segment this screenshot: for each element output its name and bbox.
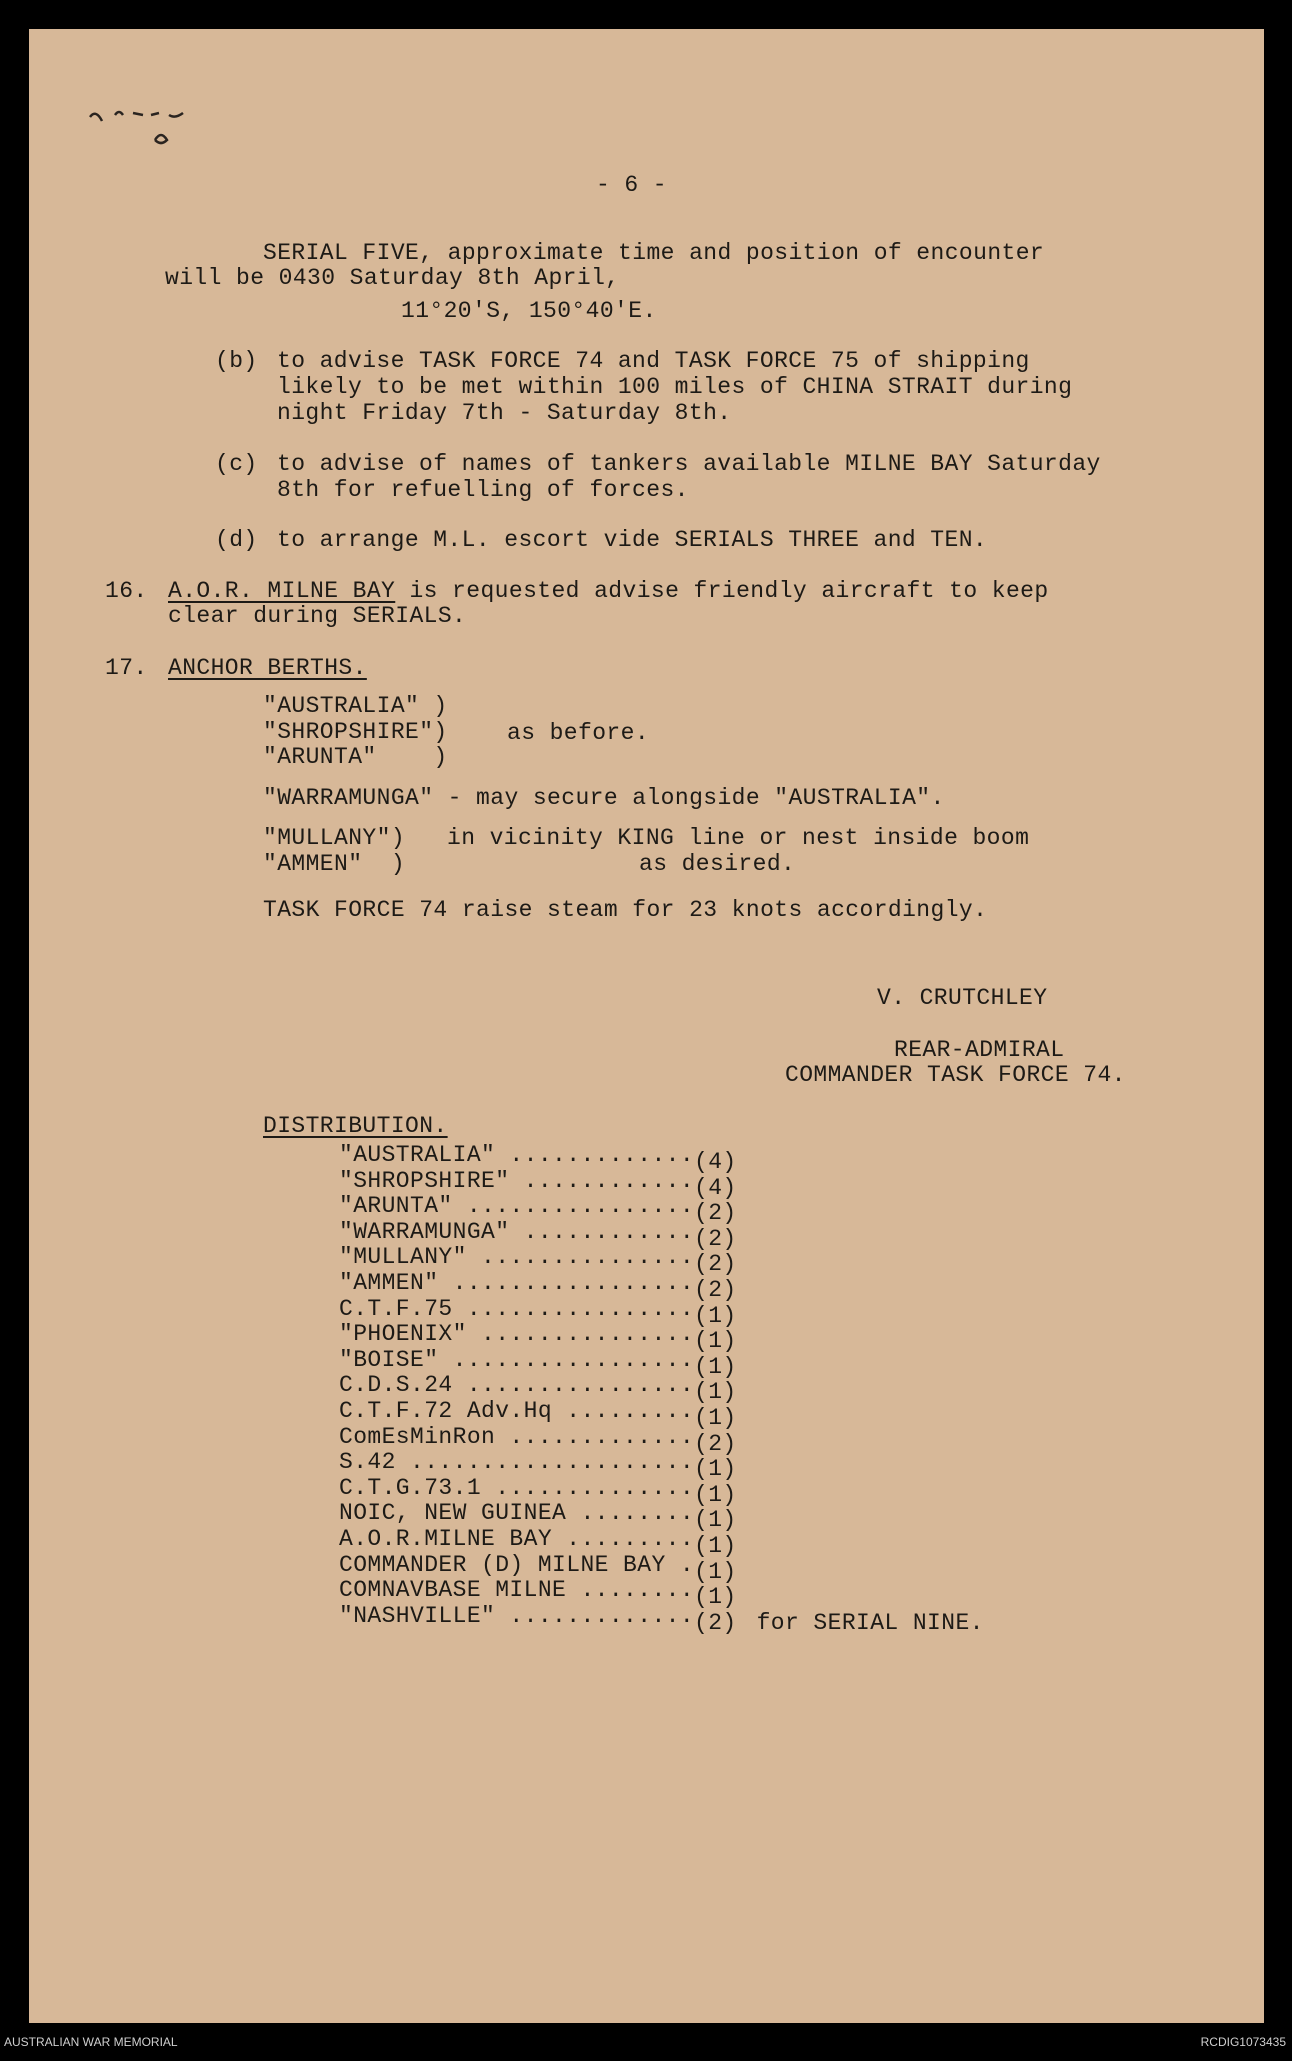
ship-ammen: "AMMEN" )	[263, 851, 406, 877]
item-d-label: (d)	[215, 527, 258, 553]
distribution-note: for SERIAL NINE.	[756, 1610, 984, 1636]
item-c-line1: to advise of names of tankers available MILNE BAY Saturday	[277, 451, 1101, 477]
warramunga-line: "WARRAMUNGA" - may secure alongside "AUSTRALIA".	[263, 785, 945, 811]
signature-title: COMMANDER TASK FORCE 74.	[785, 1062, 1126, 1088]
distribution-recipient: "AUSTRALIA" .....	[339, 1142, 694, 1168]
para16-line2: clear during SERIALS.	[168, 603, 467, 629]
distribution-recipient: "ARUNTA" .....	[339, 1193, 694, 1219]
distribution-recipient: A.O.R.MILNE BAY .....	[339, 1526, 694, 1552]
para16-number: 16.	[105, 578, 148, 604]
distribution-copies: (1)	[694, 1328, 737, 1354]
signature-name: V. CRUTCHLEY	[877, 985, 1048, 1011]
distribution-heading: DISTRIBUTION.	[263, 1113, 448, 1139]
group2-note1: in vicinity KING line or nest inside boom	[447, 825, 1030, 851]
ship-arunta: "ARUNTA" )	[263, 744, 448, 770]
handwritten-mark	[85, 95, 235, 155]
distribution-copies: (4)	[694, 1175, 737, 1201]
item-c-label: (c)	[215, 451, 258, 477]
footer-right: RCDIG1073435	[1200, 2035, 1286, 2049]
distribution-recipient: "WARRAMUNGA" .....	[339, 1219, 694, 1245]
para16-heading: A.O.R. MILNE BAY	[168, 578, 396, 604]
group1-note: as before.	[507, 720, 650, 746]
distribution-recipient: "NASHVILLE" .....	[339, 1603, 694, 1629]
distribution-copies: (2)	[694, 1610, 737, 1636]
ship-mullany: "MULLANY")	[263, 825, 406, 851]
document-page	[29, 29, 1264, 2023]
para16-text: is requested advise friendly aircraft to keep	[395, 578, 1049, 604]
distribution-recipient: NOIC, NEW GUINEA .....	[339, 1500, 694, 1526]
distribution-recipient: "PHOENIX" .....	[339, 1321, 694, 1347]
item-c-line2: 8th for refuelling of forces.	[277, 477, 689, 503]
ship-shropshire: "SHROPSHIRE")	[263, 719, 448, 745]
distribution-recipient: COMMANDER (D) MILNE BAY .....	[339, 1552, 694, 1578]
signature-rank: REAR-ADMIRAL	[894, 1037, 1065, 1063]
distribution-recipient: S.42 .....	[339, 1449, 694, 1475]
item-b-line1: to advise TASK FORCE 74 and TASK FORCE 75 of shipping	[277, 348, 1030, 374]
distribution-copies: (1)	[694, 1379, 737, 1405]
distribution-recipient: "SHROPSHIRE" .....	[339, 1168, 694, 1194]
distribution-copies: (4)	[694, 1149, 737, 1175]
para17-number: 17.	[105, 655, 148, 681]
item-b-line3: night Friday 7th - Saturday 8th.	[277, 400, 732, 426]
distribution-copies: (2)	[694, 1251, 737, 1277]
distribution-copies: (2)	[694, 1200, 737, 1226]
ship-australia: "AUSTRALIA" )	[263, 693, 448, 719]
serial-five-position: 11°20'S, 150°40'E.	[401, 298, 657, 324]
serial-five-line2: will be 0430 Saturday 8th April,	[165, 265, 620, 291]
distribution-recipient: "MULLANY" .....	[339, 1244, 694, 1270]
para17-heading: ANCHOR BERTHS.	[168, 655, 367, 681]
steam-line: TASK FORCE 74 raise steam for 23 knots accordingly.	[263, 897, 988, 923]
distribution-recipient: C.T.F.75 .....	[339, 1296, 694, 1322]
distribution-copies: (1)	[694, 1456, 737, 1482]
distribution-copies: (1)	[694, 1482, 737, 1508]
distribution-recipient: "AMMEN" .....	[339, 1270, 694, 1296]
serial-five-line1: SERIAL FIVE, approximate time and position of encounter	[263, 240, 1045, 266]
distribution-recipient: "BOISE" .....	[339, 1347, 694, 1373]
distribution-copies: (1)	[694, 1303, 737, 1329]
distribution-row	[339, 1603, 984, 1636]
distribution-recipient: COMNAVBASE MILNE .....	[339, 1577, 694, 1603]
distribution-copies: (2)	[694, 1277, 737, 1303]
distribution-recipient: ComEsMinRon .....	[339, 1424, 694, 1450]
distribution-copies: (1)	[694, 1559, 737, 1585]
distribution-copies: (1)	[694, 1507, 737, 1533]
distribution-recipient: C.T.F.72 Adv.Hq .....	[339, 1398, 694, 1424]
distribution-copies: (2)	[694, 1226, 737, 1252]
distribution-copies: (1)	[694, 1533, 737, 1559]
distribution-copies: (1)	[694, 1584, 737, 1610]
distribution-copies: (1)	[694, 1354, 737, 1380]
page-number: - 6 -	[596, 172, 668, 198]
item-b-label: (b)	[215, 348, 258, 374]
item-b-line2: likely to be met within 100 miles of CHINA STRAIT during	[277, 374, 1073, 400]
footer-left: AUSTRALIAN WAR MEMORIAL	[4, 2035, 178, 2049]
distribution-recipient: C.D.S.24 .....	[339, 1372, 694, 1398]
distribution-copies: (1)	[694, 1405, 737, 1431]
group2-note2: as desired.	[639, 851, 796, 877]
distribution-recipient: C.T.G.73.1 .....	[339, 1475, 694, 1501]
distribution-copies: (2)	[694, 1431, 737, 1457]
item-d-line1: to arrange M.L. escort vide SERIALS THREE and TEN.	[277, 527, 988, 553]
para16-line1	[168, 578, 1049, 604]
